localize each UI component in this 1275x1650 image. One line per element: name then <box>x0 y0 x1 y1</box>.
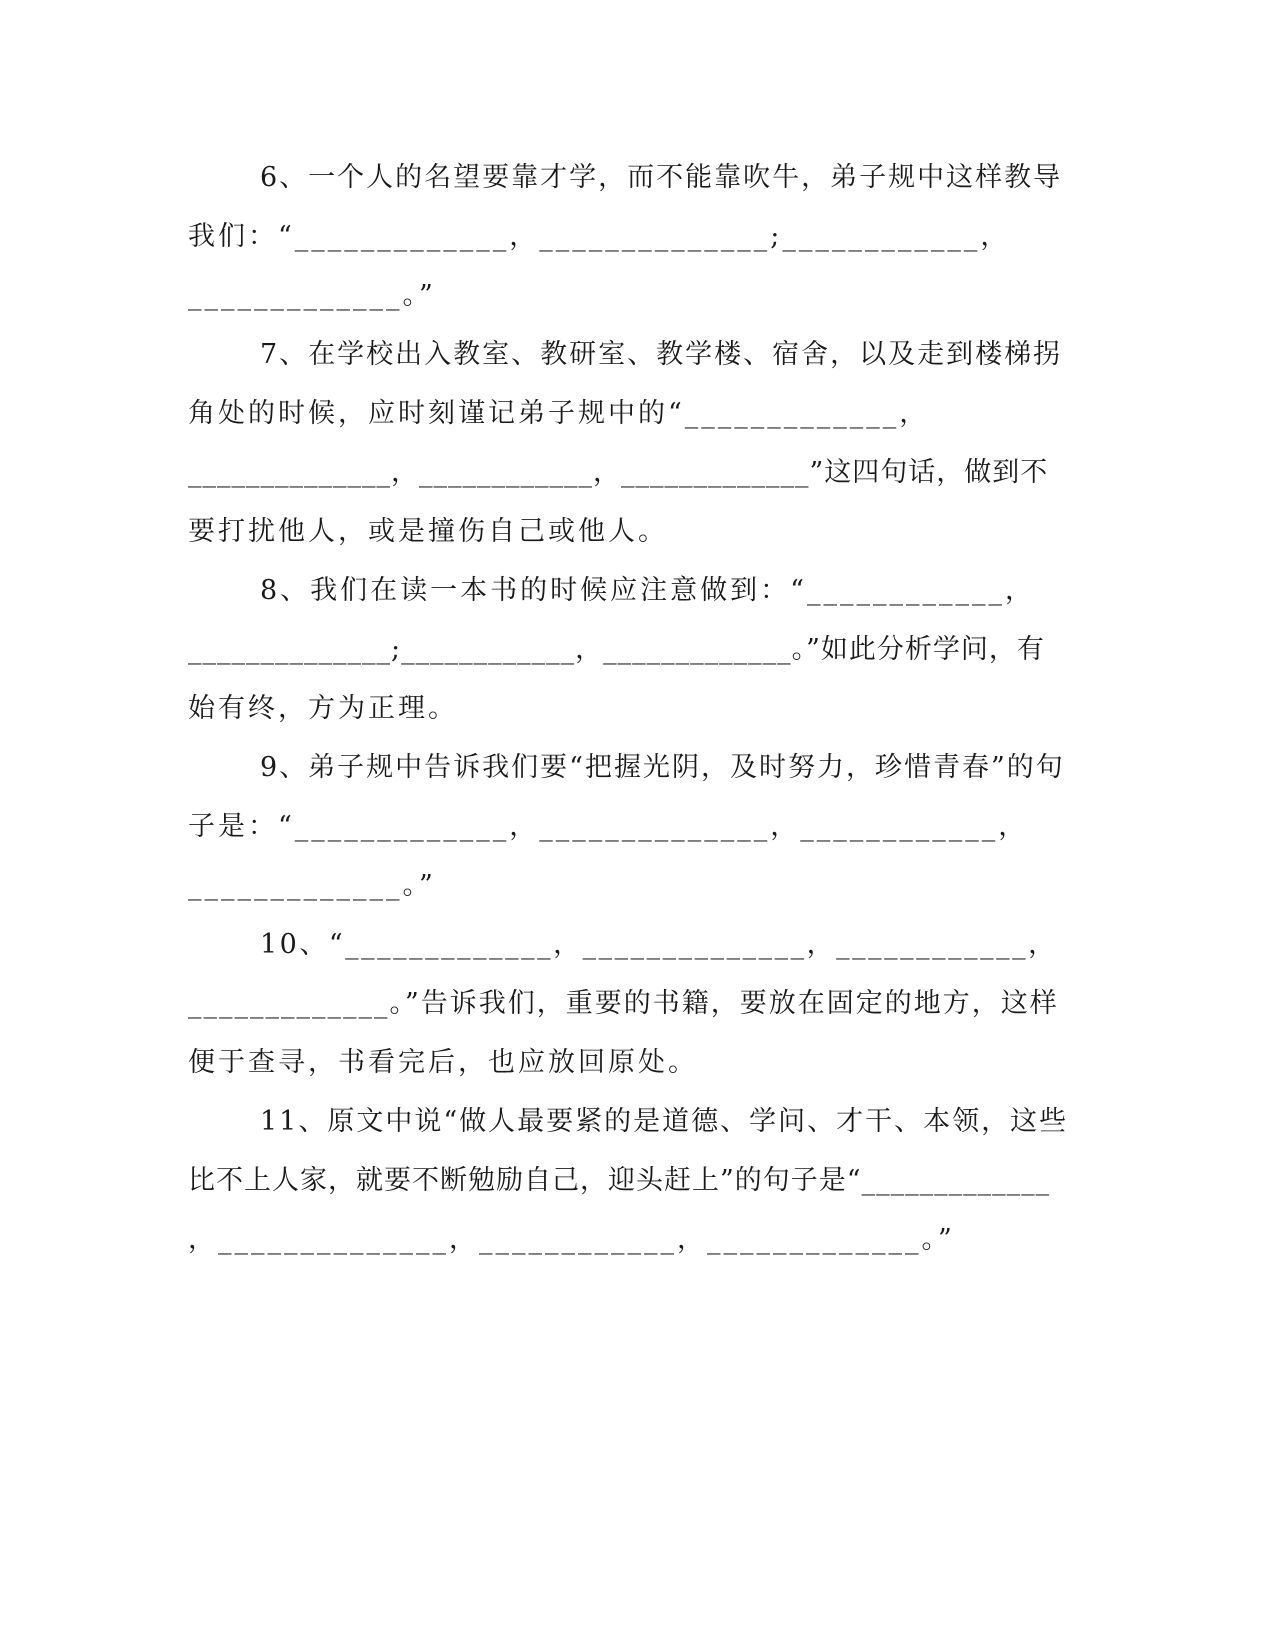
q10-line-2: _____________。”告诉我们，重要的书籍，要放在固定的地方，这样 <box>188 988 1059 1019</box>
q11-line-2: 比不上人家，就要不断勉励自己，迎头赶上”的句子是“_____________ <box>188 1165 1051 1196</box>
q6-line-3: _____________。” <box>188 280 436 311</box>
q9-line-1: 9、弟子规中告诉我们要“把握光阴，及时努力，珍惜青春”的句 <box>260 752 1065 783</box>
q10-line-1: 10、“_____________，______________，____________， <box>260 929 1058 960</box>
q7-line-3: ______________，____________，_____________”这四句话，做到不 <box>188 457 1049 488</box>
q11-line-3: ，______________，____________，_____________。” <box>188 1224 955 1255</box>
q11-line-1: 11、原文中说“做人最要紧的是道德、学问、才干、本领，这些 <box>260 1106 1069 1137</box>
q8-line-2: ______________;____________，_____________。”如此分析学问，有 <box>188 634 1045 665</box>
q7-line-4: 要打扰他人，或是撞伤自己或他人。 <box>188 516 668 547</box>
q9-line-3: _____________。” <box>188 870 436 901</box>
q8-line-1: 8、我们在读一本书的时候应注意做到：“____________， <box>260 575 1035 606</box>
q6-line-1: 6、一个人的名望要靠才学，而不能靠吹牛，弟子规中这样教导 <box>260 162 1063 193</box>
q10-line-3: 便于查寻，书看完后，也应放回原处。 <box>188 1047 698 1078</box>
q7-line-1: 7、在学校出入教室、教研室、教学楼、宿舍，以及走到楼梯拐 <box>260 339 1063 370</box>
q6-line-2: 我们：“_____________，______________;____________， <box>188 221 1011 252</box>
q7-line-2: 角处的时候，应时刻谨记弟子规中的“_____________， <box>188 398 930 429</box>
q9-line-2: 子是：“_____________，______________，____________， <box>188 811 1029 842</box>
q8-line-3: 始有终，方为正理。 <box>188 693 458 724</box>
